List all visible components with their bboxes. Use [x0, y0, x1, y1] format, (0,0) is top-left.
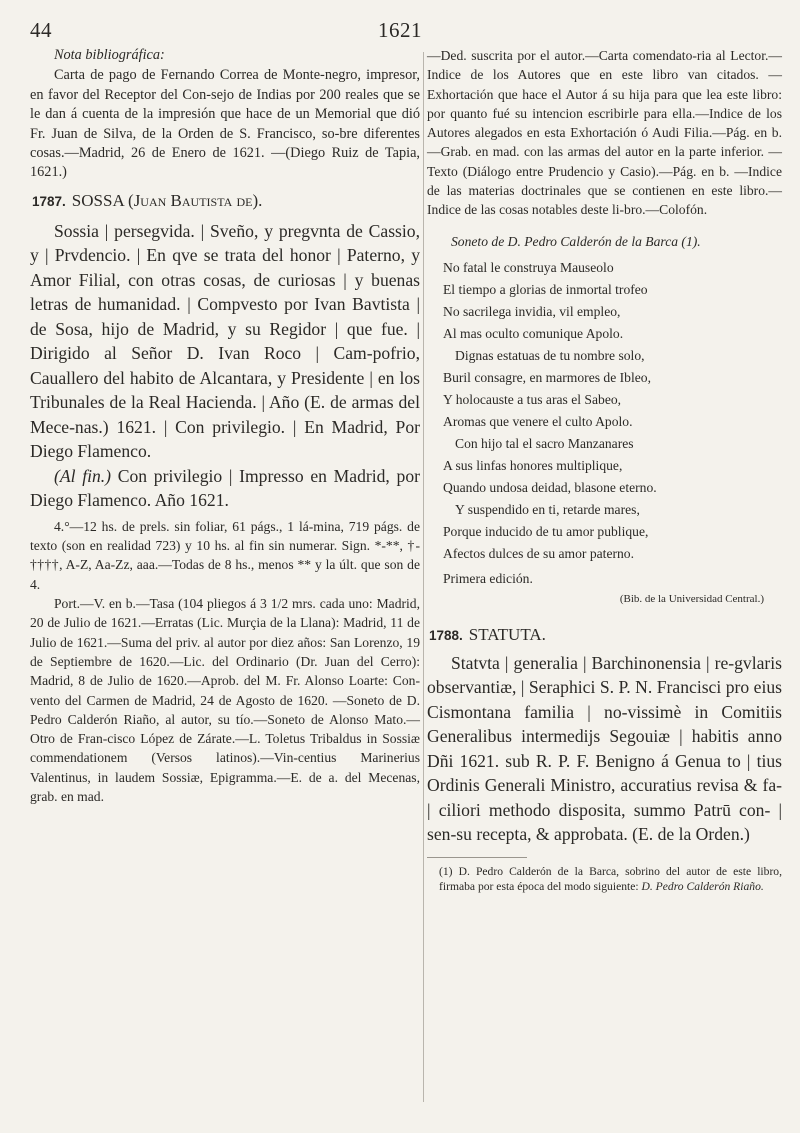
page-number: 44	[30, 18, 52, 42]
sonnet-line: Y holocauste a tus aras el Sabeo,	[443, 391, 622, 407]
footnote	[427, 864, 782, 895]
sonnet	[427, 257, 782, 565]
sonnet-line: Y suspendido en ti, retarde mares,	[455, 501, 640, 517]
left-column	[30, 46, 420, 806]
entry-1787-heading	[30, 190, 420, 213]
sonnet-title: Soneto de D. Pedro Calderón de la Barca (1).	[451, 233, 701, 249]
entry-1787-contents-continued: —Ded. suscrita por el autor.—Carta comendato-ria al Lector.—Indice de los Autores que en este libro van citados. — Exhortación que hace el Autor á su hija para que lea este libro: por quanto fué su intencion escribirle para ella.—Indice de los Autores alegados en esta Exhortación ó Audi Filia.—Pág. en b. —Grab. en mad. con las armas del autor en la parte inferior. — Texto (Diálogo entre Prudencio y Casio).—Pág. en b. —Indice de las materias doctrinales que se contienen en este libro.—Indice de las cosas notables deste li-bro.—Colofón.	[427, 48, 782, 218]
page-year-header: 1621	[378, 18, 422, 42]
sonnet-line: Con hijo tal el sacro Manzanares	[455, 435, 634, 451]
entry-1787-contents: Port.—V. en b.—Tasa (104 pliegos á 3 1/2 mrs. cada uno: Madrid, 20 de Julio de 1621.—Erratas (Lic. Murçia de la Llana): Madrid, 11 de Julio de 1621.—Suma del priv. al autor por diez años: San Lorenzo, 19 de Septiembre de 1620.—Lic. del Ordinario (Dr. Juan del Cerro): Madrid, 8 de Julio de 1620.—Aprob. del M. Fr. Alonso Loarte: Con-vento del Carmen de Madrid, 24 de Agosto de 1620. —Soneto de D. Pedro Calderón Riaño, al autor, su tío.—Soneto de Alonso Mato.—Otro de Fran-cisco López de Zárate.—L. Toletus Tribaldus in Sossiæ commendationem (Versos latinos).—Vin-centius Marinerius Valentinus, in laudem Sossiæ, Epigramma.—E. de a. del Mecenas, grab. en mad.	[30, 596, 420, 804]
sonnet-line: Dignas estatuas de tu nombre solo,	[455, 347, 645, 363]
edition-note: Primera edición.	[443, 570, 533, 586]
entry-1787-colophon	[30, 464, 420, 513]
colophon-al-fin: (Al fin.)	[54, 465, 112, 486]
footnote-marker: (1)	[439, 864, 453, 878]
entry-1787-number: 1787.	[32, 193, 66, 209]
footnote-rule	[427, 857, 527, 858]
sonnet-line: No fatal le construya Mauseolo	[443, 259, 614, 275]
sonnet-line: Quando undosa deidad, blasone eterno.	[443, 479, 657, 495]
entry-1787-title: Sossia | persegvida. | Sveño, y pregvnta de Cassio, y | Prvdencio. | En qve se trata del honor | Paterno, y Amor Filial, con otras cosas, de curiosas | y buenas letras de humanidad. | Compvesto por Ivan Bavtista | de Sosa, hijo de Madrid, y su Regidor | que fue. | Dirigido al Señor D. Ivan Roco | Cam-pofrio, Cauallero del habito de Alcantara, y Presidente | en los Tribunales de la Real Hacienda. | Año (E. de armas del Mece-nas.) 1621. | Con privilegio. | En Madrid, Por Diego Flamenco.	[30, 220, 420, 462]
sonnet-line: Buril consagre, en marmores de Ibleo,	[443, 369, 651, 385]
sonnet-line: Aromas que venere el culto Apolo.	[443, 413, 633, 429]
entry-1788-title: Statvta | generalia | Barchinonensia | re-gvlaris observantiæ, | Seraphici S. P. N. Francisci pro eius Cismontana familia | no-vissimè in Comitiis Generalibus intermedijs Segouiæ | habitis anno Dñi 1621. sub R. P. F. Benigno á Genua to | tius Ordinis Generali Ministro, accuratius revisa & fa- | ciliori methodo disposita, summo Patrū con- | sen-su recepta, & approbata. (E. de la Orden.)	[427, 652, 782, 845]
sonnet-line: Al mas oculto comunique Apolo.	[443, 325, 624, 341]
footnote-text: D. Pedro Calderón de la Barca, sobrino del autor de este libro, firmaba por esta época del modo siguiente:	[439, 864, 782, 894]
nota-bibliografica-heading: Nota bibliográfica:	[54, 47, 165, 63]
library-source: (Bib. de la Universidad Central.)	[619, 593, 764, 606]
colophon-text: Con privilegio | Impresso en Madrid, por Diego Flamenco. Año 1621.	[30, 465, 420, 511]
sonnet-line: A sus linfas honores multiplique,	[443, 457, 623, 473]
sonnet-line: No sacrilega invidia, vil empleo,	[443, 303, 621, 319]
entry-1787-author: SOSSA (Juan Bautista de).	[71, 190, 263, 210]
right-column	[427, 46, 782, 895]
nota-bibliografica-text: Carta de pago de Fernando Correa de Monte-negro, impresor, en favor del Receptor del Con-sejo de Indias por 200 reales que se le dan á cuenta de la impresión que hace de un Memorial que dió Fr. Juan de Silva, de la Orden de S. Francisco, so-bre diferentes cosas.—Madrid, 26 de Enero de 1621. —(Diego Ruiz de Tapia, 1621.)	[30, 67, 420, 181]
column-divider	[423, 52, 424, 1102]
sonnet-line: Porque inducido de tu amor publique,	[443, 523, 649, 539]
footnote-signature: D. Pedro Calderón Riaño.	[641, 880, 764, 894]
entry-1788-heading	[427, 624, 782, 647]
sonnet-line: El tiempo a glorias de inmortal trofeo	[443, 281, 648, 297]
entry-1787-description: 4.°—12 hs. de prels. sin foliar, 61 págs., 1 lá-mina, 719 págs. de texto (son en realidad 723) y 10 hs. al fin sin numerar. Sign. *-**, †-††††, A-Z, Aa-Zz, aaa.—Todas de 8 hs., menos ** y la últ. que son de 4.	[30, 518, 420, 592]
entry-1788-number: 1788.	[429, 627, 463, 643]
sonnet-line: Afectos dulces de su amor paterno.	[443, 545, 635, 561]
entry-1788-title-head: STATUTA.	[468, 624, 546, 644]
